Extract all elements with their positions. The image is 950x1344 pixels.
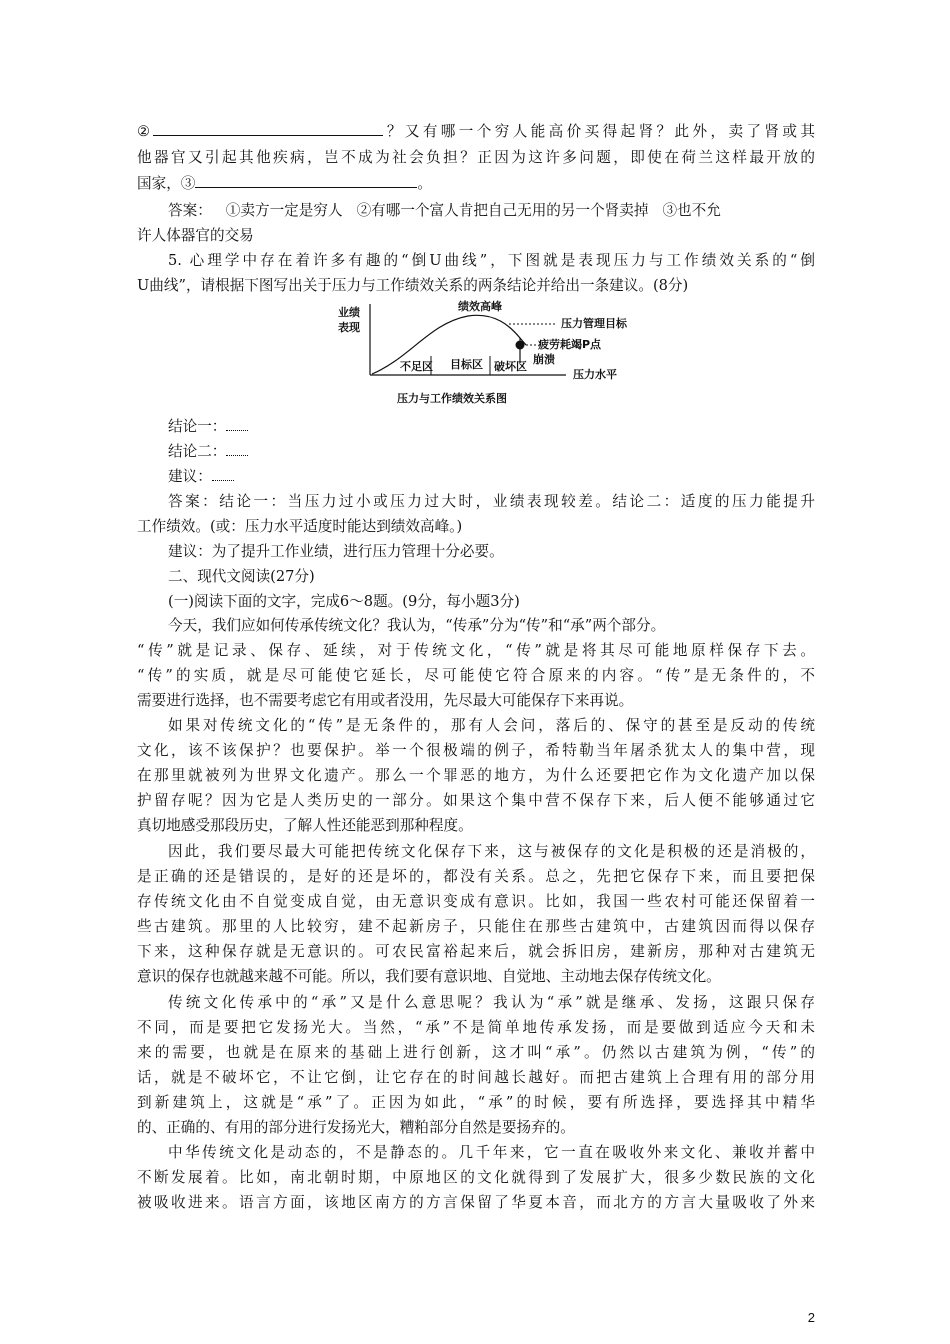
y-label-2: 表现 (338, 321, 360, 334)
q4-answer-line-2: 许人体器官的交易 (137, 227, 254, 244)
x-label: 压力水平 (573, 368, 617, 381)
passage-line: 话，就是不破坏它，不让它倒，让它存在的时间越长越好。而把古建筑上合理有用的部分用 (137, 1069, 815, 1086)
passage-line: 的、正确的、有用的部分进行发扬光大，糟粕部分自然是要扬弃的。 (137, 1119, 575, 1136)
suggestion-line: 建议： (168, 465, 815, 489)
passage-line: 护留存呢？因为它是人类历史的一部分。如果这个集中营不保存下来，后人便不能够通过它 (137, 792, 815, 809)
passage-line: 因此，我们要尽最大可能把传统文化保存下来，这与被保存的文化是积极的还是消极的， (168, 843, 815, 860)
passage-line: 需要进行选择，也不需要考虑它有用或者没用，先尽最大可能保存下来再说。 (137, 692, 634, 709)
passage-line: 到新建筑上，这就是“承”了。正因为如此，“承”的时候，要有所选择，要选择其中精华 (137, 1094, 815, 1111)
zone-destructive: 破坏区 (494, 360, 527, 373)
passage-line: 意识的保存也就越来越不可能。所以，我们要有意识地、自觉地、主动地去保存传统文化。 (137, 968, 721, 985)
passage-line: “传”的实质，就是尽可能使它延长，尽可能使它符合原来的内容。“传”是无条件的，不 (137, 667, 815, 684)
passage-line: 在那里就被列为世界文化遗产。那么一个罪恶的地方，为什么还要把它作为文化遗产加以保 (137, 767, 815, 784)
q5-answer-line-2: 工作绩效。(或：压力水平适度时能达到绩效高峰。) (137, 518, 463, 535)
q4-answer-line-1: 答案： ①卖方一定是穷人 ②有哪一个富人肯把自己无用的另一个肾卖掉 ③也不允 (168, 202, 721, 219)
answer-dots (226, 418, 248, 431)
passage-line: “传”就是记录、保存、延续，对于传统文化，“传”就是将其尽可能地原样保存下去。 (137, 642, 815, 659)
passage-line: 今天，我们应如何传承传统文化？我认为，“传承”分为“传”和“承”两个部分。 (168, 617, 666, 634)
zone-target: 目标区 (450, 358, 483, 371)
answer-blank-2 (153, 121, 383, 136)
zone-insufficient: 不足区 (400, 360, 433, 373)
target-label: 压力管理目标 (561, 317, 627, 330)
passage-line: 些古建筑。那里的人比较穷，建不起新房子，只能住在那些古建筑中，古建筑因而得以保存 (137, 918, 815, 935)
answer-dots (226, 443, 248, 456)
passage-line: 来的需要，也就是在原来的基础上进行创新，这才叫“承”。仍然以古建筑为例，“传”的 (137, 1044, 815, 1061)
passage-line: 不同，而是要把它发扬光大。当然，“承”不是简单地传承发扬，而是要做到适应今天和未 (137, 1019, 815, 1036)
passage-line: 下来，这种保存就是无意识的。可农民富裕起来后，就会拆旧房，建新房，那种对古建筑无 (137, 943, 815, 960)
q5-answer-line-1: 答案：结论一：当压力过小或压力过大时，业绩表现较差。结论二：适度的压力能提升 (168, 493, 815, 510)
fatigue-label: 疲劳耗竭P点 (538, 338, 602, 351)
conclusion-1-line: 结论一： (168, 415, 815, 439)
q4-line-2: 他器官又引起其他疾病，岂不成为社会负担？正因为这许多问题，即使在荷兰这样最开放的 (137, 149, 815, 166)
q4-line-3: 国家，③ 。 (137, 175, 432, 192)
answer-blank-3 (195, 173, 417, 188)
passage-line: 不断发展着。比如，南北朝时期，中原地区的文化就得到了发展扩大，很多少数民族的文化 (137, 1169, 815, 1186)
passage-line: 如果对传统文化的“传”是无条件的，那有人会问，落后的、保守的甚至是反动的传统 (168, 717, 815, 734)
pressure-performance-figure (330, 298, 650, 410)
y-label-1: 业绩 (338, 306, 360, 319)
q4-line-1: ② ？又有哪一个穷人能高价买得起肾？此外，卖了肾或其 (137, 123, 815, 140)
peak-label: 绩效高峰 (458, 300, 502, 313)
q5-stem-line-2: U曲线”，请根据下图写出关于压力与工作绩效关系的两条结论并给出一条建议。(8分) (137, 277, 689, 294)
passage-line: 文化，该不该保护？也要保护。举一个很极端的例子，希特勒当年屠杀犹太人的集中营，现 (137, 742, 815, 759)
passage-line: 真切地感受那段历史，了解人性还能恶到那种程度。 (137, 817, 473, 834)
fatigue-point-marker (516, 341, 525, 350)
conclusion-2-line: 结论二： (168, 440, 815, 464)
passage-line: 传统文化传承中的“承”又是什么意思呢？我认为“承”就是继承、发扬，这跟只保存 (168, 994, 815, 1011)
passage-line: 存传统文化由不自觉变成自觉，由无意识变成有意识。比如，我国一些农村可能还保留着一 (137, 893, 815, 910)
collapse-label: 崩溃 (533, 353, 555, 366)
answer-dots (212, 468, 234, 481)
page-number: 2 (807, 1310, 815, 1325)
passage-line: 中华传统文化是动态的，不是静态的。几千年来，它一直在吸收外来文化、兼收并蓄中 (168, 1144, 815, 1161)
passage-line: 被吸收进来。语言方面，该地区南方的方言保留了华夏本音，而北方的方言大量吸收了外来 (137, 1194, 815, 1211)
figure-caption: 压力与工作绩效关系图 (397, 392, 507, 405)
q5-answer-line-3: 建议：为了提升工作业绩，进行压力管理十分必要。 (168, 543, 504, 560)
section-subheading: (一)阅读下面的文字，完成6～8题。(9分，每小题3分) (168, 593, 520, 610)
passage-line: 是正确的还是错误的，是好的还是坏的，都没有关系。总之，先把它保存下来，而且要把保 (137, 868, 815, 885)
section-heading: 二、现代文阅读(27分) (168, 568, 315, 585)
q5-stem-line-1: 5. 心理学中存在着许多有趣的“倒U曲线”，下图就是表现压力与工作绩效关系的“倒 (168, 252, 815, 269)
